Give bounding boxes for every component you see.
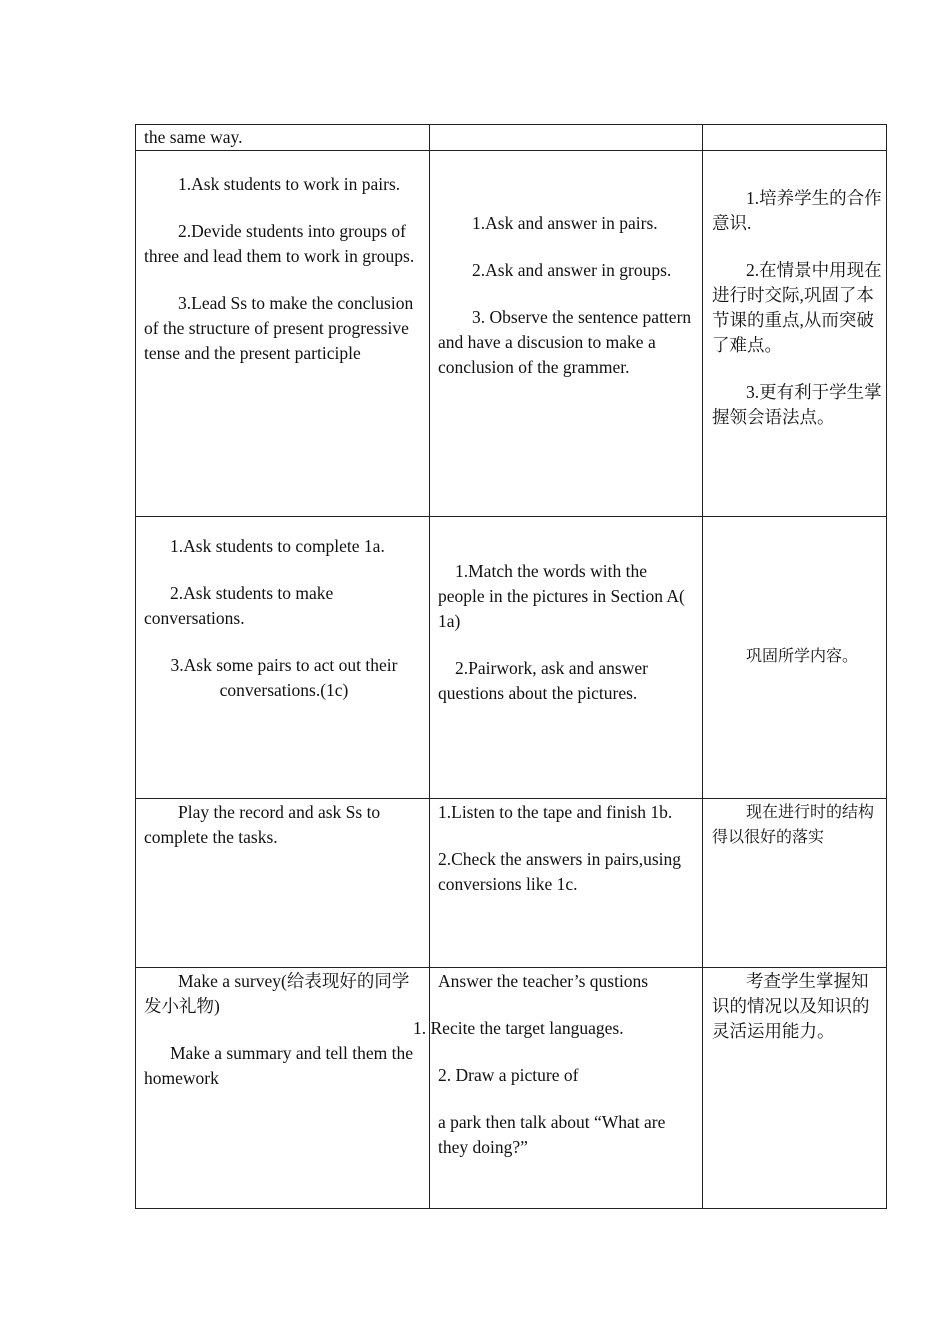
table-row-divider-4 bbox=[135, 967, 887, 968]
row-3-purpose-1: 现在进行时的结构得以很好的落实 bbox=[712, 804, 875, 846]
row-4-purpose-cell bbox=[712, 969, 884, 1044]
row-2-students-step-2: 2.Pairwork, ask and answer questions about the pictures. bbox=[438, 658, 648, 703]
row-4-teacher-step-1: Make a survey(给表现好的同学发小礼物) bbox=[144, 971, 410, 1016]
row-4-students-cell bbox=[413, 969, 696, 1160]
table-border-bottom bbox=[135, 1208, 887, 1209]
row-3-teacher-step-1: Play the record and ask Ss to complete the tasks. bbox=[144, 802, 381, 847]
row-4-students-step-1: Answer the teacher’s qustions bbox=[438, 971, 649, 991]
row-4-teacher-cell bbox=[144, 969, 424, 1091]
row-3-students-step-2: 2.Check the answers in pairs,using conversions like 1c. bbox=[438, 849, 682, 894]
table-column-divider-2 bbox=[702, 124, 703, 1209]
table-border-right bbox=[886, 124, 887, 1209]
row-2-students-step-1: 1.Match the words with the people in the pictures in Section A( 1a) bbox=[438, 561, 685, 631]
row-2-teacher-step-2: 2.Ask students to make conversations. bbox=[144, 583, 334, 628]
row-2-purpose-1: 巩固所学内容。 bbox=[746, 648, 859, 665]
row-3-purpose-cell bbox=[712, 800, 882, 850]
row-3-students-cell bbox=[438, 800, 696, 897]
row-2-teacher-step-3: 3.Ask some pairs to act out their conversations.(1c) bbox=[170, 655, 398, 700]
table-column-divider-1 bbox=[429, 124, 430, 1209]
row-2-teacher-cell bbox=[144, 534, 424, 703]
row-2-students-cell bbox=[438, 559, 696, 706]
row-0-teacher-text: the same way. bbox=[144, 127, 243, 147]
row-4-students-step-4: a park then talk about “What are they doing?” bbox=[438, 1112, 666, 1157]
row-1-students-cell bbox=[438, 211, 696, 380]
table-row-divider-2 bbox=[135, 516, 887, 517]
row-1-purpose-2: 2.在情景中用现在进行时交际,巩固了本节课的重点,从而突破了难点。 bbox=[712, 260, 882, 355]
table-border-left bbox=[135, 124, 136, 1209]
row-4-teacher-step-2: Make a summary and tell them the homework bbox=[144, 1043, 413, 1088]
row-4-students-step-2: 1. Recite the target languages. bbox=[413, 1018, 624, 1038]
row-2-teacher-step-1: 1.Ask students to complete 1a. bbox=[170, 536, 385, 556]
row-1-purpose-cell bbox=[712, 186, 882, 430]
row-4-students-step-3: 2. Draw a picture of bbox=[438, 1065, 579, 1085]
row-1-teacher-step-2: 2.Devide students into groups of three and lead them to work in groups. bbox=[144, 221, 415, 266]
row-1-purpose-1: 1.培养学生的合作意识. bbox=[712, 188, 882, 233]
row-1-teacher-step-1: 1.Ask students to work in pairs. bbox=[178, 174, 401, 194]
table-row-divider-3 bbox=[135, 798, 887, 799]
table-row-divider-1 bbox=[135, 150, 887, 151]
row-2-purpose-cell bbox=[712, 644, 882, 669]
row-1-students-step-2: 2.Ask and answer in groups. bbox=[472, 260, 672, 280]
row-3-teacher-cell bbox=[144, 800, 424, 850]
row-1-students-step-1: 1.Ask and answer in pairs. bbox=[472, 213, 658, 233]
row-1-teacher-cell bbox=[144, 172, 424, 366]
row-3-students-step-1: 1.Listen to the tape and finish 1b. bbox=[438, 802, 673, 822]
row-4-purpose-1: 考查学生掌握知识的情况以及知识的灵活运用能力。 bbox=[712, 971, 870, 1041]
row-1-students-step-3: 3. Observe the sentence pattern and have a discusion to make a conclusion of the grammer. bbox=[438, 307, 692, 377]
row-1-purpose-3: 3.更有利于学生掌握领会语法点。 bbox=[712, 382, 882, 427]
row-1-teacher-step-3: 3.Lead Ss to make the conclusion of the structure of present progressive tense and the present participle bbox=[144, 293, 414, 363]
row-0-teacher-cell bbox=[144, 125, 424, 150]
